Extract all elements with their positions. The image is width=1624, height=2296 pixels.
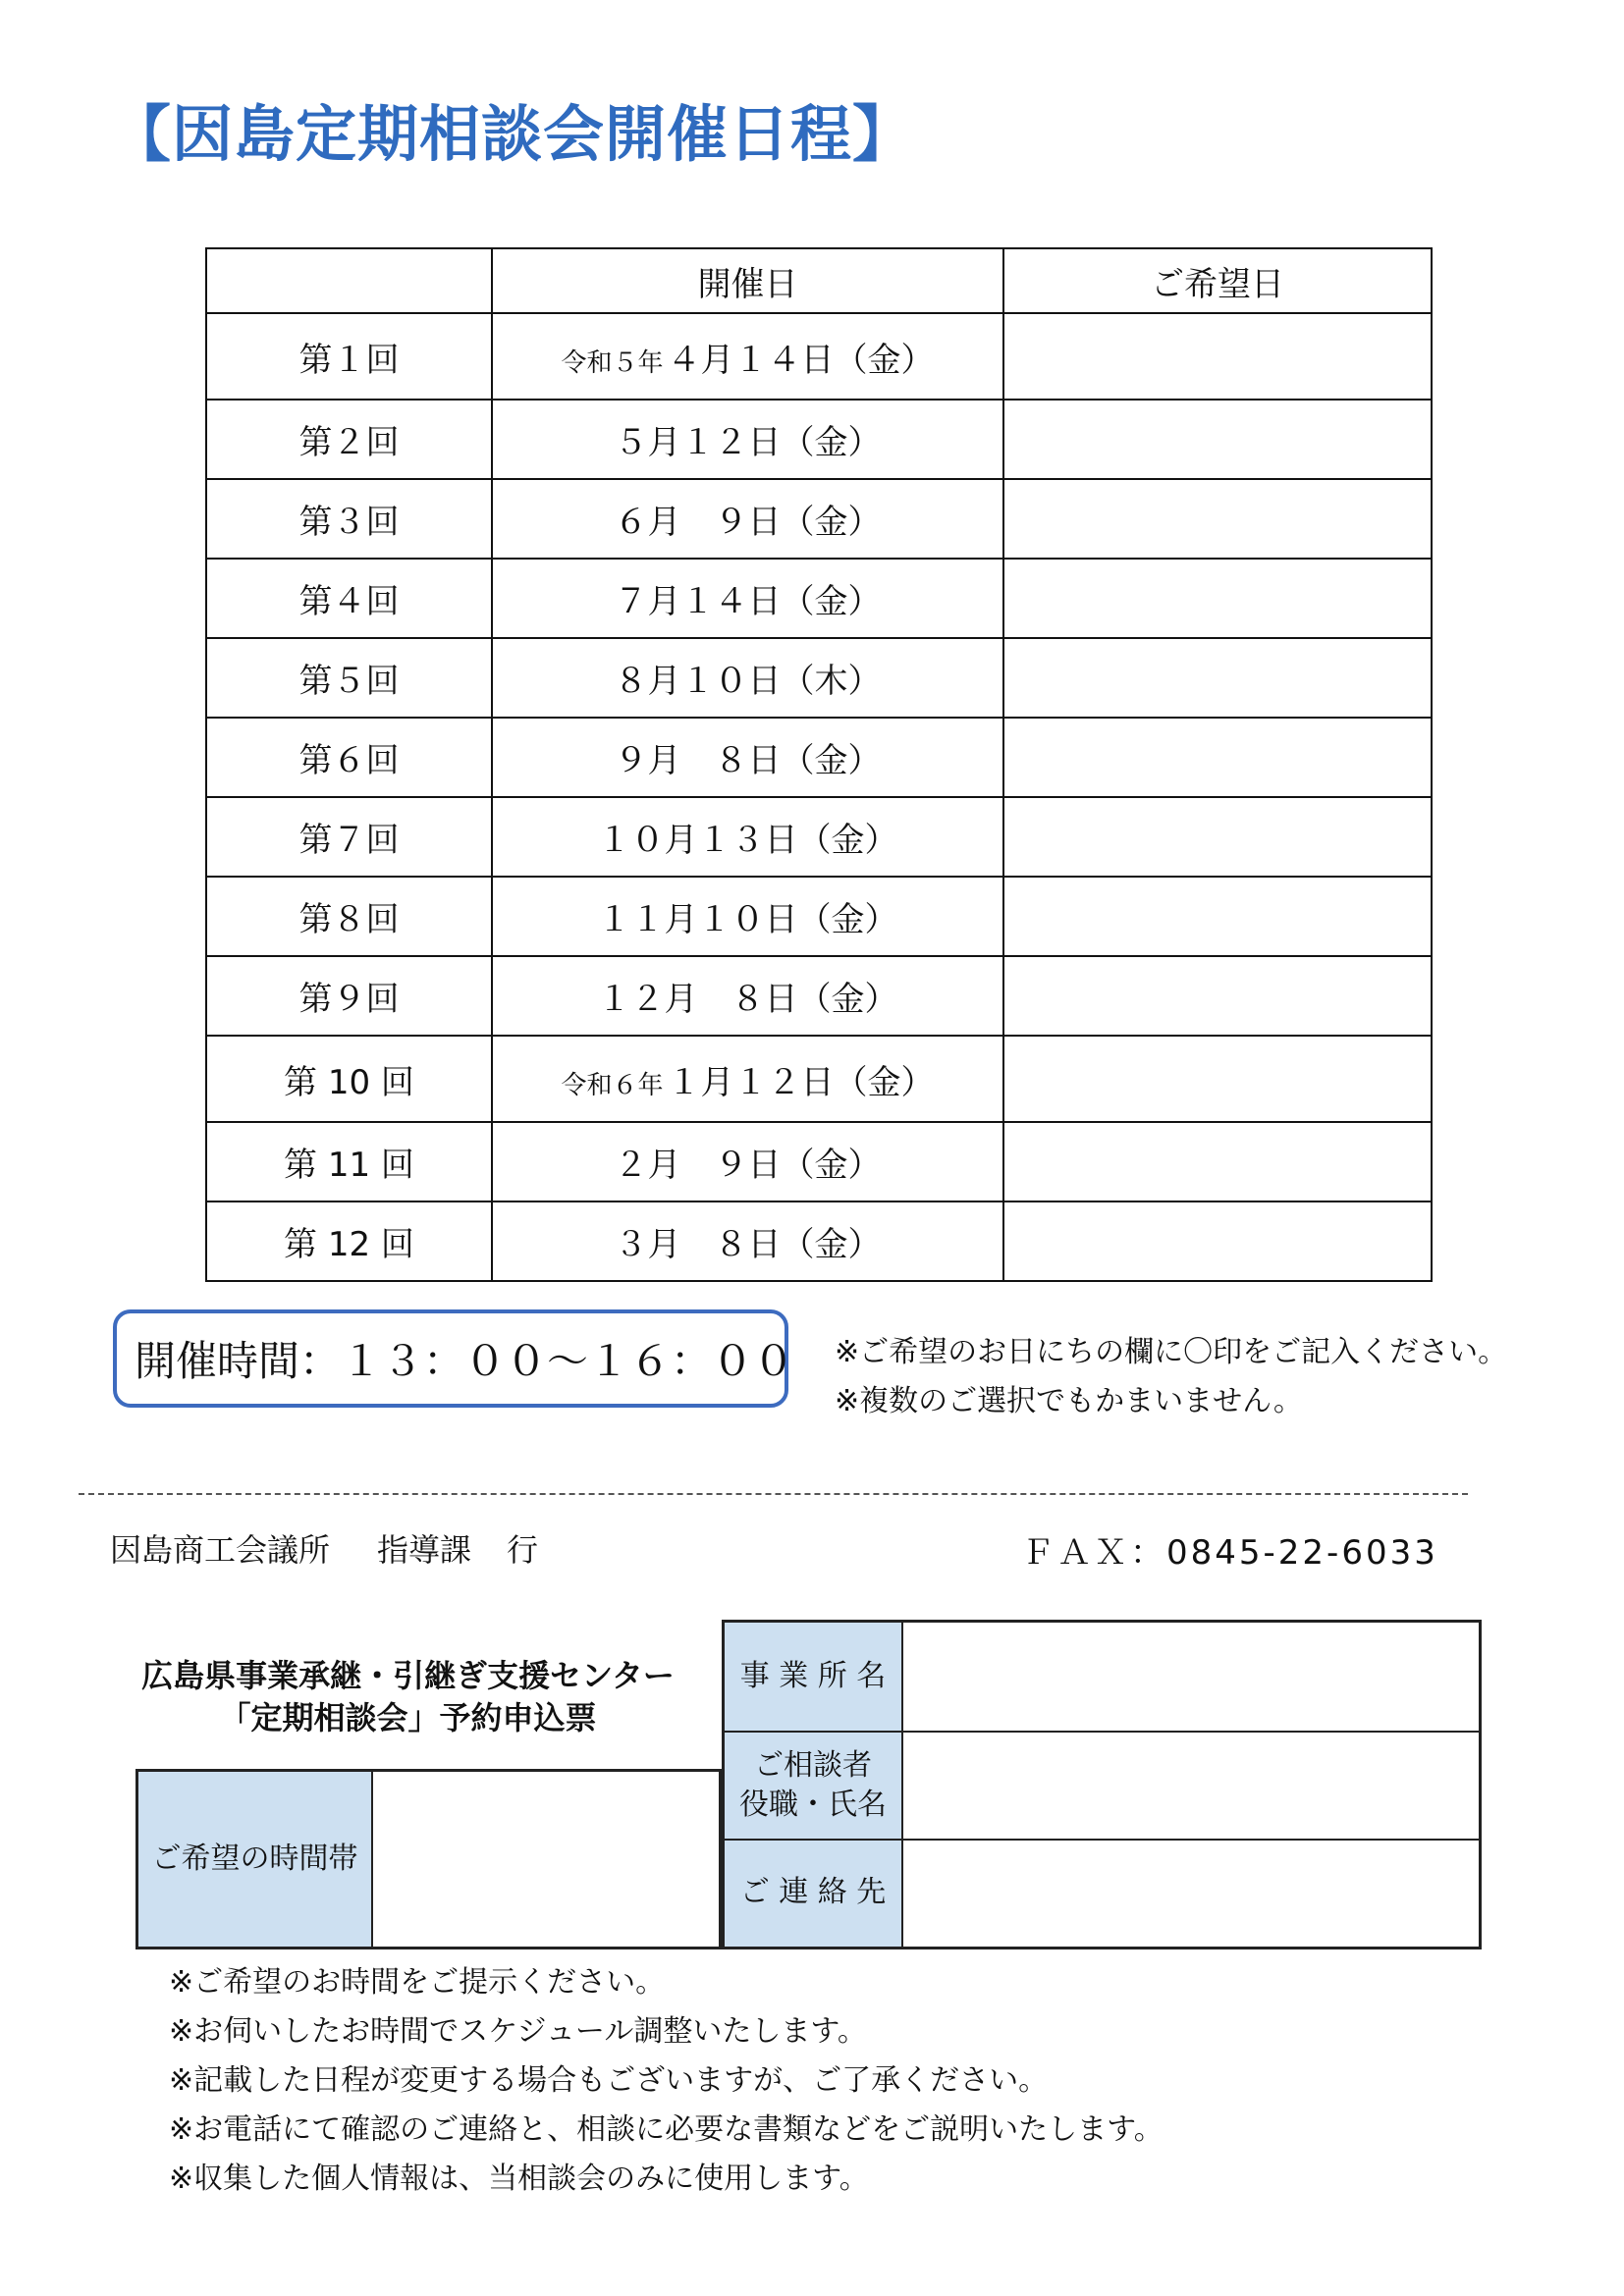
preferred-cell[interactable] [1003,877,1432,956]
round-cell: 第３回 [206,479,492,559]
header-preferred: ご希望日 [1003,248,1432,313]
date-cell [492,797,1003,877]
schedule-header-row [206,248,1432,313]
schedule-row [206,559,1432,638]
preferred-cell[interactable] [1003,559,1432,638]
office-name-field[interactable] [903,1623,1479,1732]
address-line [110,1525,538,1571]
note-bottom-5: ※収集した個人情報は、当相談会のみに使用します。 [169,2162,869,2196]
header-date: 開催日 [492,248,1003,313]
date-label: ２月 ９日（金） [614,1146,882,1185]
cut-line [79,1493,1468,1495]
date-label: ５月１２日（金） [614,423,882,462]
contact-form-grid [722,1620,1482,1949]
preferred-time-label: ご希望の時間帯 [138,1772,371,1947]
round-cell: 第５回 [206,638,492,718]
date-cell [492,313,1003,400]
note-bottom-1: ※ご希望のお時間をご提示ください。 [169,1965,666,2000]
schedule-row [206,479,1432,559]
note-bottom-4: ※お電話にて確認のご連絡と、相談に必要な書類などをご説明いたします。 [169,2112,1164,2147]
date-cell [492,1201,1003,1281]
schedule-row [206,313,1432,400]
schedule-row [206,1036,1432,1122]
date-label: ４月１４日（金） [667,340,935,380]
round-cell: 第４回 [206,559,492,638]
office-name-label: 事 業 所 名 [725,1623,901,1732]
schedule-row [206,718,1432,797]
fax-number: ＦＡＸ：0845-22-6033 [1021,1533,1438,1573]
preferred-cell[interactable] [1003,1036,1432,1122]
date-cell [492,638,1003,718]
consultant-name-field[interactable] [903,1732,1479,1840]
schedule-row [206,638,1432,718]
preferred-cell[interactable] [1003,479,1432,559]
date-label: １０月１３日（金） [597,821,898,860]
address-suffix: 行 [507,1531,539,1569]
date-cell [492,559,1003,638]
preferred-cell[interactable] [1003,400,1432,479]
note-bottom-2: ※お伺いしたお時間でスケジュール調整いたします。 [169,2014,867,2049]
round-cell: 第 10 回 [206,1036,492,1122]
note-bottom-3: ※記載した日程が変更する場合もございますが、ご了承ください。 [169,2063,1049,2098]
page-title: 【因島定期相談会開催日程】 [110,98,915,170]
date-label: ７月１４日（金） [614,582,882,621]
schedule-table [205,247,1433,1282]
preferred-time-field[interactable] [373,1772,719,1947]
preferred-cell[interactable] [1003,313,1432,400]
consultant-label [725,1732,901,1840]
schedule-row [206,400,1432,479]
date-cell [492,718,1003,797]
round-cell: 第２回 [206,400,492,479]
round-cell: 第８回 [206,877,492,956]
date-cell [492,1036,1003,1122]
schedule-row [206,1122,1432,1201]
contact-field[interactable] [903,1840,1479,1947]
preferred-cell[interactable] [1003,797,1432,877]
date-label: ３月 ８日（金） [614,1225,882,1264]
consultant-label-line1: ご相談者 [754,1747,872,1783]
round-cell: 第９回 [206,956,492,1036]
round-cell: 第６回 [206,718,492,797]
era-label: 令和５年 [561,347,664,378]
preferred-cell[interactable] [1003,638,1432,718]
note-top-1: ※ご希望のお日にちの欄に〇印をご記入ください。 [835,1335,1508,1369]
address-dept: 指導課 [377,1531,472,1569]
era-label: 令和６年 [561,1070,664,1100]
schedule-row [206,956,1432,1036]
round-cell: 第７回 [206,797,492,877]
contact-label: ご 連 絡 先 [725,1840,901,1947]
date-cell [492,479,1003,559]
note-top-2: ※複数のご選択でもかまいません。 [835,1384,1303,1418]
preferred-cell[interactable] [1003,1122,1432,1201]
round-cell: 第 11 回 [206,1122,492,1201]
form-title-line1: 広島県事業承継・引継ぎ支援センター [141,1657,675,1694]
form-title [126,1655,690,1739]
header-round [206,248,492,313]
grid-divider [725,1731,1479,1733]
grid-divider [725,1839,1479,1841]
schedule-row [206,797,1432,877]
grid-divider [901,1623,903,1947]
preferred-cell[interactable] [1003,956,1432,1036]
preferred-cell[interactable] [1003,1201,1432,1281]
date-cell [492,400,1003,479]
hours-box: 開催時間：１３：００～１６：００ [113,1309,788,1408]
round-cell: 第１回 [206,313,492,400]
schedule-row [206,1201,1432,1281]
date-label: ９月 ８日（金） [614,741,882,780]
date-label: １１月１０日（金） [597,900,898,939]
date-cell [492,1122,1003,1201]
consultant-label-line2: 役職・氏名 [739,1788,887,1822]
schedule-row [206,877,1432,956]
address-org: 因島商工会議所 [110,1531,331,1569]
preferred-time-grid [135,1769,722,1949]
date-label: ８月１０日（木） [614,662,882,701]
date-label: １２月 ８日（金） [597,980,898,1019]
date-label: ６月 ９日（金） [614,503,882,542]
date-cell [492,877,1003,956]
preferred-cell[interactable] [1003,718,1432,797]
date-label: １月１２日（金） [667,1062,935,1102]
round-cell: 第 12 回 [206,1201,492,1281]
date-cell [492,956,1003,1036]
form-title-line2: 「定期相談会」予約申込票 [219,1699,597,1737]
